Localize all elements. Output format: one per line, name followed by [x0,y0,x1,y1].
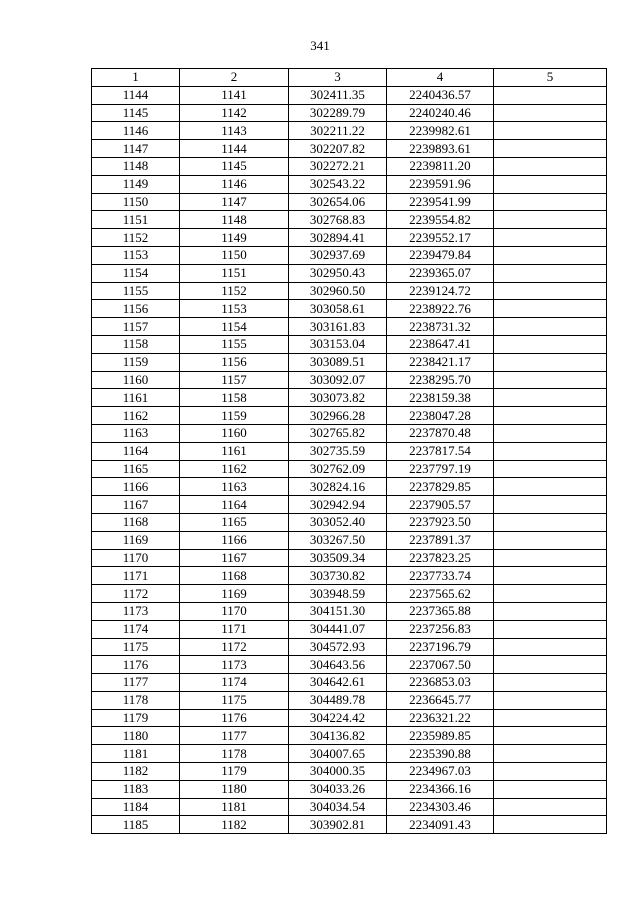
table-cell: 1176 [180,709,289,727]
table-cell: 2237905.57 [387,496,494,514]
table-cell: 2237196.79 [387,638,494,656]
table-cell: 1151 [180,264,289,282]
table-cell [494,229,607,247]
table-cell: 302960.50 [289,282,387,300]
table-row [92,335,607,353]
table-row [92,193,607,211]
table-row [92,763,607,781]
table-cell: 303058.61 [289,300,387,318]
table-cell: 303267.50 [289,531,387,549]
table-cell: 303730.82 [289,567,387,585]
table-cell: 303052.40 [289,513,387,531]
table-cell: 304033.26 [289,780,387,798]
table-cell: 1145 [92,104,180,122]
table-cell [494,424,607,442]
table-row [92,816,607,834]
table-row [92,353,607,371]
table-cell: 302768.83 [289,211,387,229]
table-row [92,691,607,709]
table-cell: 2237067.50 [387,656,494,674]
table-cell: 303902.81 [289,816,387,834]
table-row [92,229,607,247]
column-header: 3 [289,69,387,87]
column-header: 2 [180,69,289,87]
table-cell [494,140,607,158]
table-cell: 1141 [180,86,289,104]
table-cell: 1152 [180,282,289,300]
table-cell: 2238731.32 [387,318,494,336]
table-cell: 1162 [180,460,289,478]
table-cell: 1155 [180,335,289,353]
table-row [92,175,607,193]
table-cell: 1155 [92,282,180,300]
table-cell: 302762.09 [289,460,387,478]
table-cell: 1145 [180,157,289,175]
table-cell: 304000.35 [289,763,387,781]
table-row [92,798,607,816]
table-cell: 1142 [180,104,289,122]
table-row [92,460,607,478]
table-row [92,157,607,175]
table-cell: 302950.43 [289,264,387,282]
table-cell: 302735.59 [289,442,387,460]
table-cell: 2239893.61 [387,140,494,158]
table-cell: 1152 [92,229,180,247]
table-cell: 303092.07 [289,371,387,389]
table-cell: 1175 [92,638,180,656]
table-row [92,513,607,531]
table-cell: 2238421.17 [387,353,494,371]
table-cell: 2237823.25 [387,549,494,567]
table-cell: 1170 [92,549,180,567]
table-cell [494,816,607,834]
table-cell [494,602,607,620]
table-cell: 304642.61 [289,674,387,692]
table-cell: 1179 [180,763,289,781]
table-cell: 1167 [92,496,180,514]
table-cell: 1166 [92,478,180,496]
table-row [92,620,607,638]
table-cell: 1172 [180,638,289,656]
table-cell: 1157 [92,318,180,336]
table-cell: 2235390.88 [387,745,494,763]
table-cell: 303073.82 [289,389,387,407]
table-row [92,478,607,496]
table-header [92,69,607,87]
table-cell [494,656,607,674]
table-cell: 1153 [180,300,289,318]
table-cell: 304489.78 [289,691,387,709]
table-cell: 303948.59 [289,585,387,603]
table-cell: 1166 [180,531,289,549]
table-cell: 1158 [180,389,289,407]
table-cell: 1173 [92,602,180,620]
table-cell: 303509.34 [289,549,387,567]
table-cell: 1161 [92,389,180,407]
table-cell: 1177 [92,674,180,692]
table-cell [494,353,607,371]
table-cell: 1181 [92,745,180,763]
table-row [92,674,607,692]
table-row [92,780,607,798]
table-cell: 2237923.50 [387,513,494,531]
table-cell: 2234091.43 [387,816,494,834]
table-cell: 2234967.03 [387,763,494,781]
table-cell: 1159 [92,353,180,371]
table-row [92,211,607,229]
table-row [92,246,607,264]
table-cell: 2237829.85 [387,478,494,496]
table-row [92,656,607,674]
table-cell: 1172 [92,585,180,603]
table-row [92,602,607,620]
table-cell: 2238159.38 [387,389,494,407]
table-cell: 1147 [92,140,180,158]
table-row [92,318,607,336]
table-cell: 2236321.22 [387,709,494,727]
table-cell: 1149 [180,229,289,247]
table-cell: 2239124.72 [387,282,494,300]
table-cell: 1153 [92,246,180,264]
table-cell: 1151 [92,211,180,229]
table-cell [494,442,607,460]
table-cell: 1147 [180,193,289,211]
table-cell: 1159 [180,407,289,425]
table-cell: 304151.30 [289,602,387,620]
table-cell: 2240436.57 [387,86,494,104]
table-cell: 2239479.84 [387,246,494,264]
table-cell [494,264,607,282]
coordinates-table [91,68,607,834]
table-row [92,389,607,407]
table-cell: 1158 [92,335,180,353]
table-cell: 1154 [92,264,180,282]
table-cell: 1171 [180,620,289,638]
table-cell: 1164 [92,442,180,460]
table-cell: 1156 [180,353,289,371]
table-cell: 1150 [92,193,180,211]
table-cell: 2239554.82 [387,211,494,229]
table-cell: 1144 [92,86,180,104]
table-cell: 304136.82 [289,727,387,745]
table-cell: 303161.83 [289,318,387,336]
table-cell: 1148 [92,157,180,175]
table-cell: 1173 [180,656,289,674]
table-body [92,86,607,833]
table-cell: 1161 [180,442,289,460]
table-cell: 1178 [92,691,180,709]
table-cell [494,478,607,496]
table-cell: 302654.06 [289,193,387,211]
table-cell: 2238922.76 [387,300,494,318]
table-cell [494,496,607,514]
table-cell: 1165 [92,460,180,478]
table-cell: 302543.22 [289,175,387,193]
table-cell [494,211,607,229]
table-cell: 302824.16 [289,478,387,496]
column-header: 4 [387,69,494,87]
table-cell: 1185 [92,816,180,834]
table-cell: 1182 [180,816,289,834]
table-cell [494,122,607,140]
table-row [92,424,607,442]
table-cell: 2239811.20 [387,157,494,175]
table-cell: 2236645.77 [387,691,494,709]
table-cell: 2237891.37 [387,531,494,549]
table-cell: 1180 [92,727,180,745]
table-cell: 2239541.99 [387,193,494,211]
table-cell: 1180 [180,780,289,798]
column-header: 5 [494,69,607,87]
table-cell: 1181 [180,798,289,816]
table-cell [494,763,607,781]
table-cell [494,389,607,407]
table-cell [494,549,607,567]
column-header: 1 [92,69,180,87]
table-cell: 2239982.61 [387,122,494,140]
table-cell [494,193,607,211]
table-cell: 1174 [180,674,289,692]
table-cell: 302411.35 [289,86,387,104]
table-cell: 1160 [180,424,289,442]
table-cell [494,460,607,478]
table-cell: 1154 [180,318,289,336]
table-cell: 1146 [92,122,180,140]
table-cell [494,407,607,425]
table-cell [494,780,607,798]
table-cell: 304224.42 [289,709,387,727]
table-cell: 2235989.85 [387,727,494,745]
table-cell: 2237870.48 [387,424,494,442]
table-cell: 1169 [92,531,180,549]
table-cell: 302937.69 [289,246,387,264]
table-cell: 1150 [180,246,289,264]
table-cell: 1184 [92,798,180,816]
table-cell: 304007.65 [289,745,387,763]
table-cell [494,798,607,816]
table-cell [494,620,607,638]
table-cell [494,371,607,389]
table-cell: 2237365.88 [387,602,494,620]
table-cell: 1169 [180,585,289,603]
table-cell [494,157,607,175]
table-cell [494,709,607,727]
table-cell [494,513,607,531]
table-cell: 2239552.17 [387,229,494,247]
table-cell [494,674,607,692]
table-cell: 1182 [92,763,180,781]
table-cell: 1162 [92,407,180,425]
table-row [92,727,607,745]
table-cell: 1171 [92,567,180,585]
table-cell: 1179 [92,709,180,727]
table-cell: 2238047.28 [387,407,494,425]
table-cell: 2237797.19 [387,460,494,478]
table-cell [494,727,607,745]
table-row [92,531,607,549]
table-cell [494,638,607,656]
table-cell: 1143 [180,122,289,140]
table-cell: 1165 [180,513,289,531]
table-cell [494,86,607,104]
table-cell: 1163 [180,478,289,496]
table-cell: 303153.04 [289,335,387,353]
table-cell: 2237565.62 [387,585,494,603]
table-cell [494,531,607,549]
table-cell [494,318,607,336]
table-header-row [92,69,607,87]
table-cell: 302765.82 [289,424,387,442]
table-cell: 2236853.03 [387,674,494,692]
table-cell: 2239365.07 [387,264,494,282]
table-cell: 1149 [92,175,180,193]
table-cell [494,745,607,763]
table-cell: 2234366.16 [387,780,494,798]
table-row [92,122,607,140]
table-row [92,549,607,567]
table-row [92,567,607,585]
table-row [92,282,607,300]
table-cell: 1168 [180,567,289,585]
table-row [92,140,607,158]
table-row [92,496,607,514]
table-cell: 302942.94 [289,496,387,514]
table-cell: 1163 [92,424,180,442]
table-cell: 1156 [92,300,180,318]
table-cell: 1178 [180,745,289,763]
table-cell: 302272.21 [289,157,387,175]
table-cell [494,335,607,353]
table-cell: 2234303.46 [387,798,494,816]
table-cell: 1176 [92,656,180,674]
table-row [92,104,607,122]
table-cell: 2240240.46 [387,104,494,122]
table-cell: 1183 [92,780,180,798]
table-cell: 1146 [180,175,289,193]
table-cell: 2238647.41 [387,335,494,353]
table-row [92,371,607,389]
table-cell: 1144 [180,140,289,158]
table-cell [494,300,607,318]
table-cell [494,175,607,193]
table-cell: 1177 [180,727,289,745]
table-cell [494,246,607,264]
table-cell [494,567,607,585]
table-row [92,709,607,727]
table-cell [494,282,607,300]
table-row [92,86,607,104]
table-cell: 1167 [180,549,289,567]
table-row [92,407,607,425]
table-cell: 2237817.54 [387,442,494,460]
table-cell [494,691,607,709]
table-cell [494,104,607,122]
table-cell: 2237733.74 [387,567,494,585]
table-cell: 1148 [180,211,289,229]
table-row [92,745,607,763]
table-cell [494,585,607,603]
table-row [92,585,607,603]
table-cell: 304034.54 [289,798,387,816]
table-cell: 304643.56 [289,656,387,674]
table-cell: 303089.51 [289,353,387,371]
table-cell: 302966.28 [289,407,387,425]
table-cell: 302207.82 [289,140,387,158]
table-row [92,638,607,656]
table-cell: 1174 [92,620,180,638]
table-cell: 1168 [92,513,180,531]
table-cell: 2237256.83 [387,620,494,638]
table-cell: 1170 [180,602,289,620]
table-row [92,264,607,282]
page-number: 341 [310,38,330,53]
table-cell: 1160 [92,371,180,389]
table-cell: 304572.93 [289,638,387,656]
table-cell: 1157 [180,371,289,389]
table-cell: 302894.41 [289,229,387,247]
table-cell: 1175 [180,691,289,709]
table-row [92,442,607,460]
table-cell: 2238295.70 [387,371,494,389]
table-cell: 302289.79 [289,104,387,122]
table-cell: 1164 [180,496,289,514]
table-cell: 304441.07 [289,620,387,638]
table-cell: 2239591.96 [387,175,494,193]
table-row [92,300,607,318]
table-cell: 302211.22 [289,122,387,140]
